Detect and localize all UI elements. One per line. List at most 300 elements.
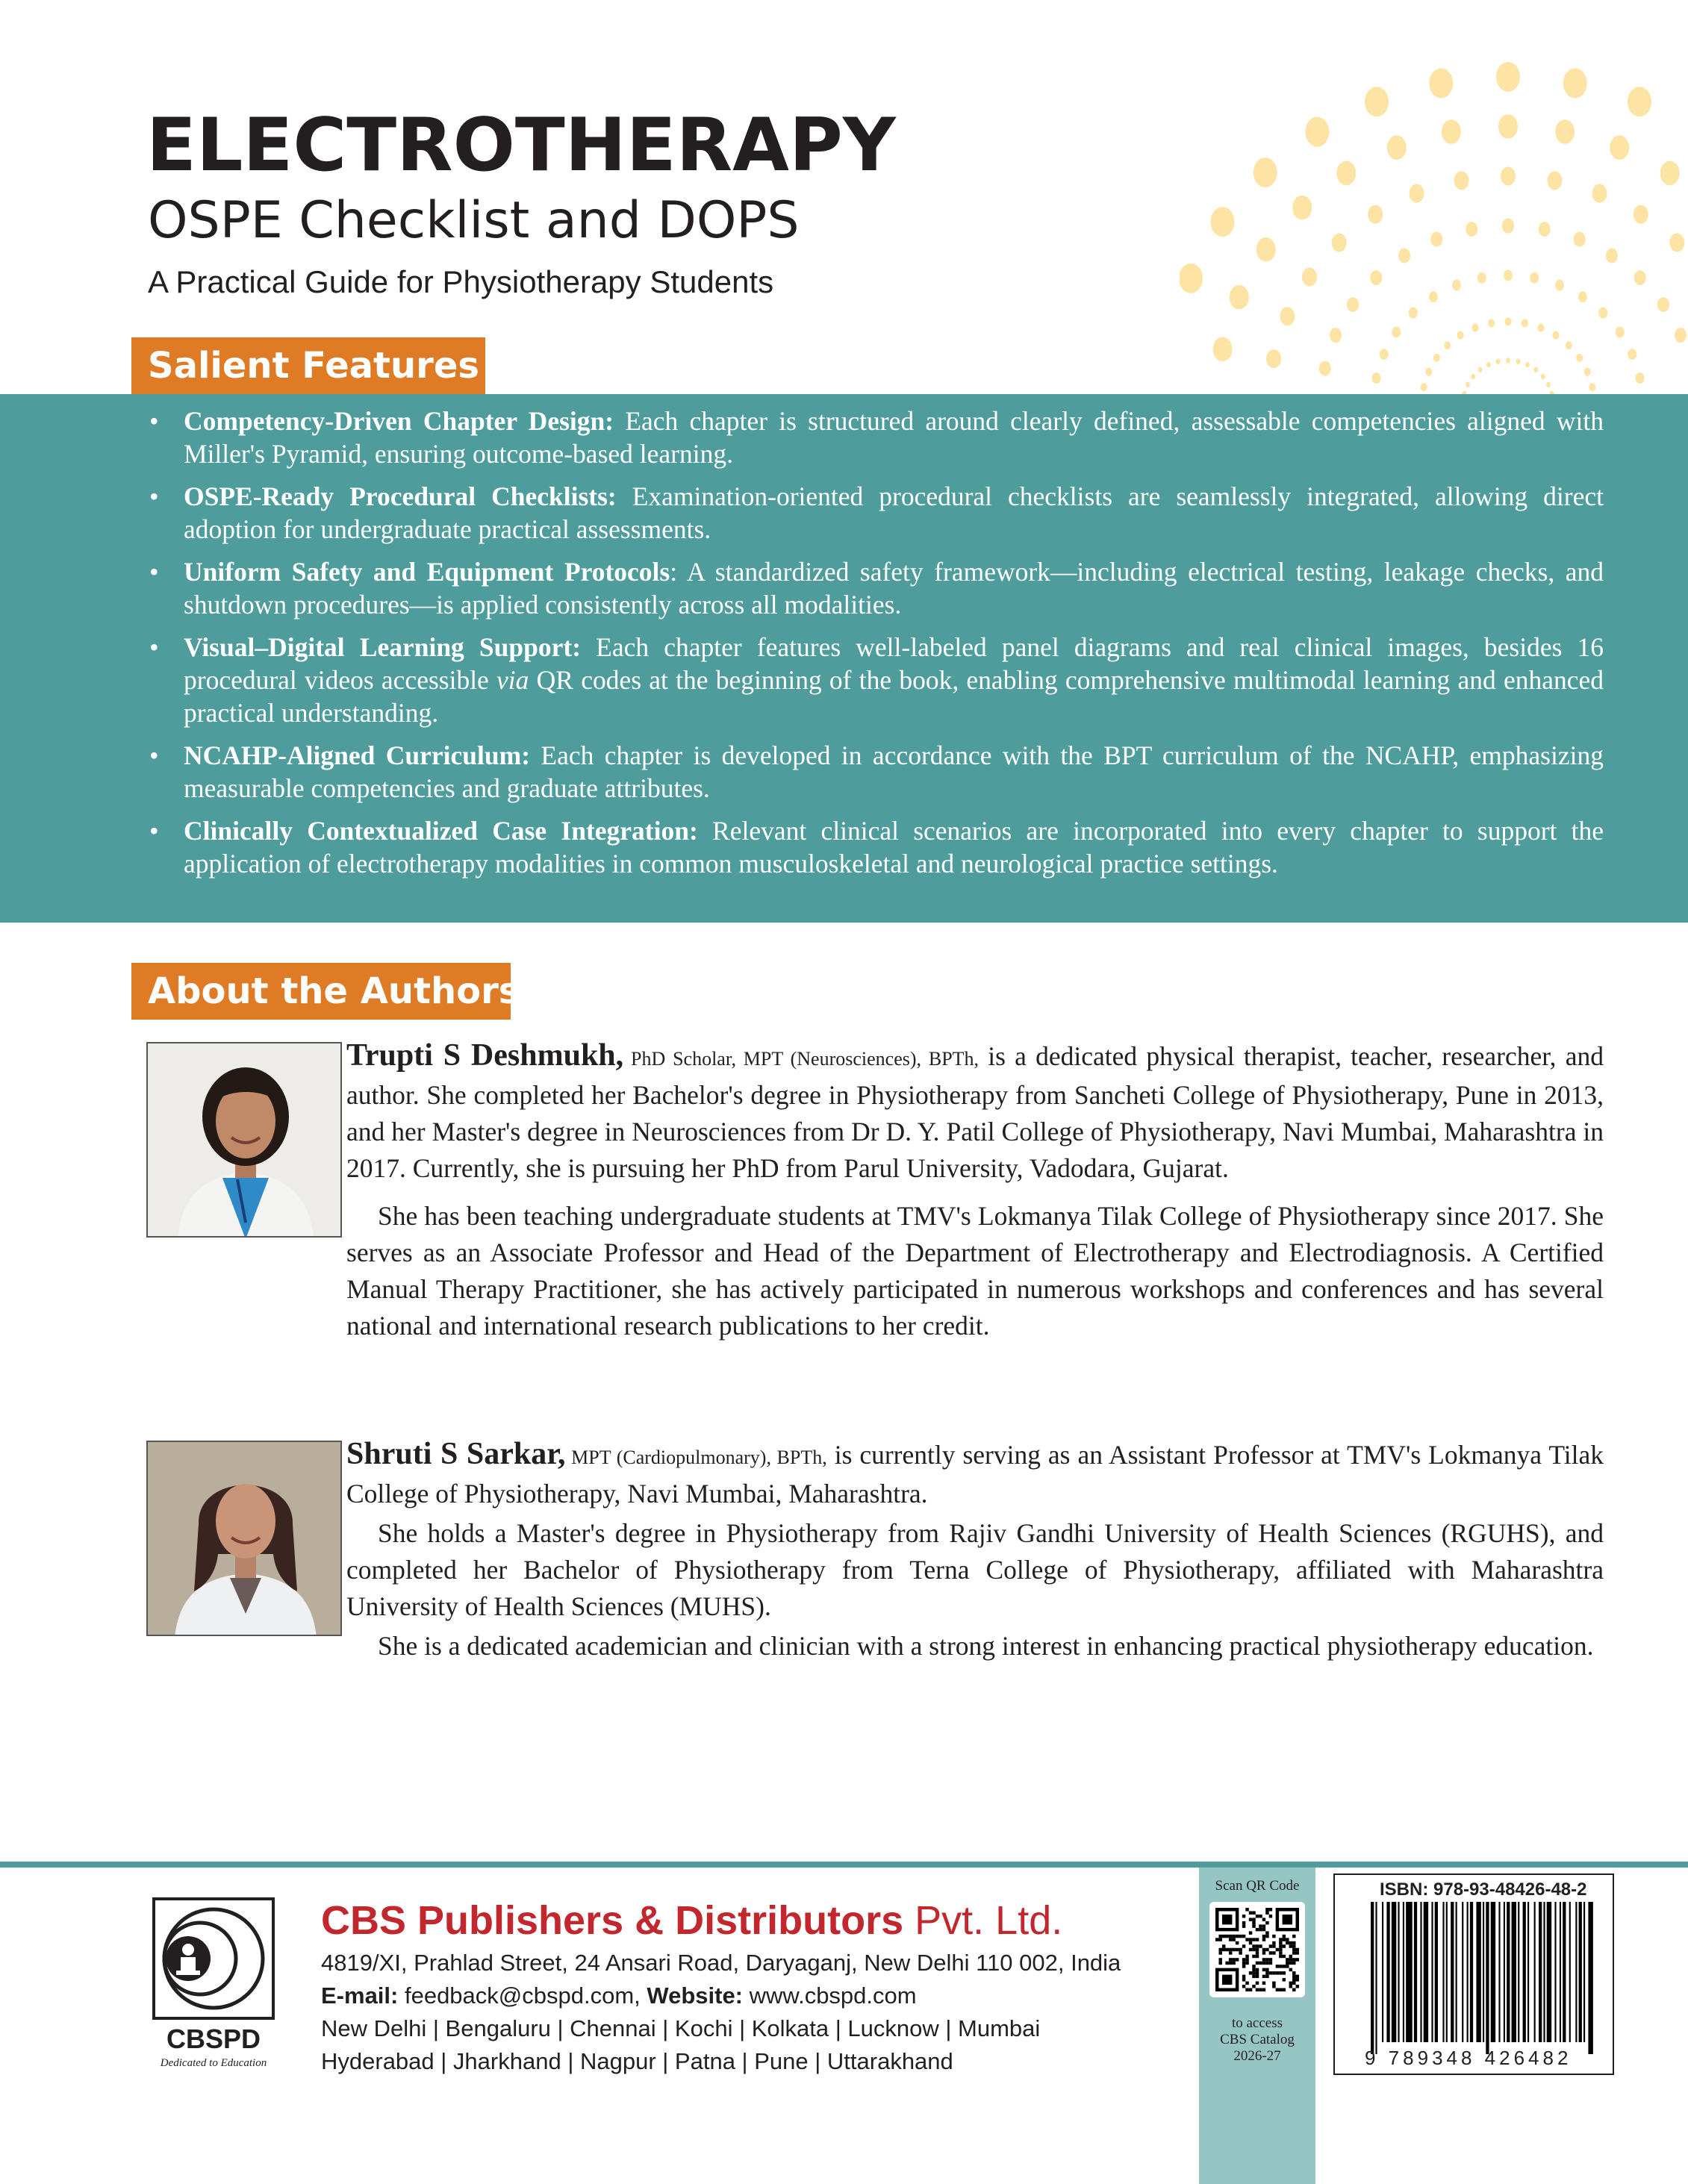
- qr-module: [1262, 1958, 1265, 1961]
- qr-module: [1283, 1965, 1286, 1968]
- decorative-dot: [1392, 327, 1401, 338]
- barcode-bar: [1523, 1902, 1526, 2042]
- qr-module: [1259, 1928, 1262, 1931]
- qr-module: [1283, 1978, 1286, 1981]
- decorative-dot: [1660, 161, 1680, 186]
- publisher-name-suffix: Pvt. Ltd.: [903, 1898, 1063, 1943]
- qr-module: [1259, 1944, 1262, 1947]
- author-paragraph: She has been teaching undergraduate students at TMV's Lokmanya Tilak College of Physiotherapy since 2017. She serves as an Associate Professor and Head of the Department of Electrotherapy and Electrodiagnosis. A Certified Manual Therapy Practitioner, she has actively participated in numerous workshops and conferences and has several national and international research publications to her credit.: [346, 1201, 1604, 1341]
- decorative-dot: [1433, 354, 1440, 362]
- barcode-bar: [1563, 1902, 1566, 2042]
- barcode-bar: [1431, 1902, 1433, 2042]
- qr-module: [1259, 1924, 1262, 1927]
- email-label: E-mail:: [321, 1982, 399, 2009]
- qr-module: [1232, 1962, 1235, 1965]
- feature-item: [149, 480, 1604, 546]
- qr-module: [1252, 1965, 1255, 1968]
- decorative-dot: [1634, 205, 1648, 224]
- decorative-dot: [1589, 383, 1595, 391]
- qr-module: [1256, 1971, 1259, 1974]
- qr-module: [1256, 1915, 1259, 1918]
- qr-module: [1252, 1971, 1255, 1974]
- qr-module: [1292, 1951, 1295, 1954]
- qr-module: [1262, 1938, 1265, 1941]
- feature-item: [149, 739, 1604, 805]
- decorative-dot: [1256, 237, 1276, 262]
- qr-module: [1225, 1935, 1228, 1938]
- qr-module: [1296, 1985, 1299, 1988]
- qr-module: [1272, 1941, 1275, 1944]
- qr-module: [1252, 1924, 1255, 1927]
- qr-module: [1249, 1948, 1252, 1951]
- qr-module: [1265, 1931, 1268, 1934]
- author-intro: is currently serving as an Assistant Professor at TMV's Lokmanya Tilak College of Physiotherapy, Navi Mumbai, Maharashtra.: [346, 1440, 1604, 1508]
- barcode-bar: [1451, 1902, 1454, 2042]
- feature-body: Examination-oriented procedural checklists are seamlessly integrated, allowing direct adoption for undergraduate practical assessments.: [184, 481, 1604, 544]
- barcode-digits: 9 789348 426482: [1365, 2047, 1572, 2069]
- barcode-bar: [1462, 1902, 1463, 2042]
- qr-module: [1286, 1941, 1289, 1944]
- qr-module: [1272, 1951, 1275, 1954]
- decorative-dot: [1516, 359, 1520, 365]
- qr-module: [1262, 1951, 1265, 1954]
- qr-module: [1279, 1948, 1282, 1951]
- feature-head: Uniform Safety and Equipment Protocols: [184, 557, 670, 587]
- qr-module: [1292, 1941, 1295, 1944]
- barcode-bar: [1512, 1902, 1516, 2042]
- feature-head: OSPE-Ready Procedural Checklists:: [184, 481, 617, 511]
- decorative-dot: [1332, 234, 1347, 252]
- qr-module: [1292, 1971, 1295, 1974]
- logo-tagline: Dedicated to Education: [160, 2057, 267, 2069]
- decorative-dot: [1253, 157, 1277, 187]
- qr-module: [1279, 1944, 1282, 1947]
- qr-module: [1269, 1951, 1272, 1954]
- decorative-dot: [1370, 270, 1382, 285]
- feature-body: Each chapter is structured around clearly defined, assessable competencies aligned with Miller's Pyramid, ensuring outcome-based learning.: [184, 406, 1604, 469]
- qr-module: [1265, 1968, 1268, 1971]
- barcode-bar: [1442, 1902, 1444, 2042]
- feature-head: NCAHP-Aligned Curriculum:: [184, 740, 531, 770]
- qr-module: [1286, 1958, 1289, 1961]
- qr-module: [1249, 1931, 1252, 1934]
- decorative-dot: [1452, 280, 1461, 291]
- author-bio-shruti: [346, 1436, 1604, 1664]
- qr-module: [1249, 1911, 1252, 1914]
- qr-module: [1289, 1955, 1292, 1958]
- qr-module: [1245, 1988, 1248, 1991]
- author-intro: is a dedicated physical therapist, teacher, researcher, and author. She completed her Bachelor's degree in Physiotherapy from Sancheti College of Physiotherapy, Pune in 2013, and her Master's degree in Neurosciences from Dr D. Y. Patil College of Physiotherapy, Navi Mumbai, Maharashtra in 2017. Currently, she is pursuing her PhD from Parul University, Vadodara, Gujarat.: [346, 1041, 1604, 1183]
- decorative-dot: [1502, 219, 1514, 234]
- decorative-dot: [1563, 68, 1587, 98]
- qr-module: [1265, 1908, 1268, 1911]
- decorative-dot-arcs: [1180, 30, 1688, 403]
- barcode-bar: [1371, 1902, 1374, 2054]
- qr-module: [1262, 1988, 1265, 1991]
- qr-module: [1269, 1944, 1272, 1947]
- publisher-name: [321, 1897, 1062, 1944]
- qr-module: [1218, 1948, 1221, 1951]
- qr-module: [1252, 1921, 1255, 1924]
- book-subtitle: OSPE Checklist and DOPS: [148, 191, 800, 250]
- barcode-bar: [1392, 1902, 1396, 2042]
- qr-module: [1262, 1968, 1265, 1971]
- barcode-bar: [1382, 1902, 1383, 2042]
- qr-module: [1296, 1958, 1299, 1961]
- qr-module: [1222, 1915, 1232, 1924]
- qr-module: [1262, 1948, 1265, 1951]
- decorative-dot: [1380, 349, 1389, 360]
- authors-heading: About the Authors: [131, 963, 511, 1020]
- decorative-dot: [1477, 272, 1486, 284]
- qr-module: [1279, 1965, 1282, 1968]
- decorative-dot: [1387, 135, 1407, 160]
- qr-module: [1265, 1948, 1268, 1951]
- book-title: ELECTROTHERAPY: [146, 103, 896, 188]
- decorative-dot: [1365, 87, 1389, 116]
- decorative-dot: [1496, 359, 1501, 365]
- qr-module: [1245, 1982, 1248, 1985]
- qr-module: [1218, 1962, 1221, 1965]
- feature-body: Each chapter is developed in accordance with the BPT curriculum of the NCAHP, emphasizing measurable competencies and graduate attributes.: [184, 740, 1604, 803]
- qr-module: [1252, 1938, 1255, 1941]
- barcode-bar: [1527, 1902, 1529, 2042]
- qr-module: [1262, 1982, 1265, 1985]
- barcode-bar: [1534, 1902, 1536, 2042]
- qr-module: [1256, 1968, 1259, 1971]
- decorative-dot: [1302, 268, 1317, 287]
- qr-module: [1289, 1962, 1292, 1965]
- qr-module: [1272, 1935, 1275, 1938]
- author-photo-trupti: [146, 1042, 342, 1238]
- author-bio-trupti: [346, 1038, 1604, 1344]
- decorative-dot: [1213, 337, 1233, 361]
- decorative-dot: [1657, 297, 1669, 312]
- decorative-dot: [1506, 358, 1510, 364]
- decorative-dot: [1409, 308, 1418, 319]
- qr-module: [1236, 1941, 1239, 1944]
- feature-item: [149, 814, 1604, 880]
- qr-module: [1286, 1938, 1289, 1941]
- author-name: Trupti S Deshmukh,: [346, 1038, 624, 1073]
- footer-divider: [0, 1862, 1688, 1868]
- qr-module: [1245, 1908, 1248, 1911]
- qr-module: [1296, 1975, 1299, 1978]
- publisher-name-bold: CBS Publishers & Distributors: [321, 1898, 904, 1943]
- decorative-dot: [1592, 184, 1607, 203]
- decorative-dot: [1576, 354, 1583, 362]
- qr-caption-line-1: to access: [1231, 2015, 1283, 2031]
- decorative-dot: [1180, 263, 1203, 293]
- qr-module: [1222, 1948, 1225, 1951]
- qr-module: [1292, 1962, 1295, 1965]
- decorative-dot: [1525, 362, 1530, 368]
- feature-head: Clinically Contextualized Case Integration:: [184, 816, 698, 846]
- logo-text: CBSPD: [166, 2024, 261, 2054]
- feature-head: Visual–Digital Learning Support:: [184, 632, 582, 662]
- qr-module: [1265, 1911, 1268, 1914]
- barcode-bar: [1486, 1902, 1489, 2054]
- feature-body: Relevant clinical scenarios are incorporated into every chapter to support the application of electrotherapy modalities in common musculoskeletal and neurological practice settings.: [184, 816, 1604, 879]
- barcode-bar: [1579, 1902, 1582, 2042]
- decorative-dot: [1478, 367, 1483, 373]
- qr-module: [1256, 1988, 1259, 1991]
- qr-module: [1262, 1975, 1265, 1978]
- qr-module: [1242, 1965, 1245, 1968]
- qr-module: [1225, 1962, 1228, 1965]
- qr-module: [1269, 1962, 1272, 1965]
- qr-module: [1262, 1924, 1265, 1927]
- decorative-dot: [1634, 270, 1646, 285]
- qr-module: [1242, 1944, 1245, 1947]
- qr-module: [1272, 1944, 1275, 1947]
- qr-module: [1225, 1948, 1228, 1951]
- decorative-dot: [1442, 119, 1461, 144]
- qr-module: [1218, 1958, 1221, 1961]
- barcode-bar: [1375, 1902, 1377, 2054]
- barcode-bar: [1476, 1902, 1480, 2042]
- qr-module: [1252, 1955, 1255, 1958]
- qr-module: [1279, 1988, 1282, 1991]
- qr-module: [1283, 1988, 1286, 1991]
- qr-module: [1262, 1935, 1265, 1938]
- decorative-dot: [1610, 135, 1629, 160]
- decorative-dot: [1628, 87, 1651, 116]
- qr-module: [1289, 1968, 1292, 1971]
- publisher-address: 4819/XI, Prahlad Street, 24 Ansari Road, Daryaganj, New Delhi 110 002, India: [321, 1950, 1121, 1976]
- qr-module: [1249, 1938, 1252, 1941]
- qr-module: [1276, 1988, 1279, 1991]
- barcode-bar: [1518, 1902, 1519, 2042]
- qr-module: [1245, 1938, 1248, 1941]
- qr-module: [1229, 1938, 1232, 1941]
- barcode-bar: [1456, 1902, 1457, 2042]
- qr-module: [1252, 1975, 1255, 1978]
- website-label: Website:: [647, 1982, 744, 2009]
- barcode-bar: [1583, 1902, 1585, 2042]
- qr-module: [1256, 1982, 1259, 1985]
- qr-module: [1252, 1985, 1255, 1988]
- qr-module: [1269, 1908, 1272, 1911]
- qr-module: [1222, 1935, 1225, 1938]
- isbn-label: ISBN: 978-93-48426-48-2: [1380, 1879, 1587, 1900]
- qr-module: [1232, 1948, 1235, 1951]
- qr-module: [1222, 1975, 1232, 1985]
- qr-module: [1242, 1962, 1245, 1965]
- author-qualifications: MPT (Cardiopulmonary), BPTh,: [565, 1447, 827, 1468]
- qr-module: [1283, 1935, 1286, 1938]
- decorative-dot: [1466, 382, 1470, 388]
- qr-module: [1262, 1962, 1265, 1965]
- qr-module: [1256, 1938, 1259, 1941]
- decorative-dot: [1533, 367, 1538, 373]
- decorative-dot: [1466, 222, 1477, 237]
- qr-module: [1289, 1982, 1292, 1985]
- decorative-dot: [1211, 207, 1235, 237]
- decorative-dot: [1547, 171, 1562, 190]
- qr-module: [1265, 1935, 1268, 1938]
- qr-module: [1218, 1938, 1221, 1941]
- qr-module: [1279, 1971, 1282, 1974]
- qr-module: [1256, 1948, 1259, 1951]
- decorative-dot: [1330, 328, 1342, 343]
- qr-module: [1269, 1915, 1272, 1918]
- barcode-bar: [1424, 1902, 1428, 2042]
- qr-module: [1292, 1975, 1295, 1978]
- qr-module: [1283, 1915, 1292, 1924]
- decorative-dot: [1616, 327, 1625, 338]
- decorative-dot: [1429, 68, 1453, 98]
- qr-module: [1292, 1982, 1295, 1985]
- feature-body: : A standardized safety framework—including electrical testing, leakage checks, and shutdown procedures—is applied consistently across all modalities.: [184, 557, 1604, 620]
- barcode-bar: [1588, 1902, 1592, 2054]
- feature-list: [149, 405, 1604, 890]
- decorative-dot: [1368, 205, 1383, 224]
- qr-module: [1229, 1958, 1232, 1961]
- feature-body: Each chapter features well-labeled panel diagrams and real clinical images, besides 16 procedural videos accessible: [184, 632, 1604, 695]
- qr-module: [1283, 1938, 1286, 1941]
- qr-module: [1265, 1962, 1268, 1965]
- qr-module: [1218, 1951, 1221, 1954]
- author-qualifications: PhD Scholar, MPT (Neurosciences), BPTh,: [623, 1048, 980, 1070]
- qr-module: [1289, 1958, 1292, 1961]
- qr-module: [1239, 1935, 1242, 1938]
- qr-module: [1256, 1928, 1259, 1931]
- qr-module: [1272, 1985, 1275, 1988]
- decorative-dot: [1280, 307, 1295, 325]
- book-tagline: A Practical Guide for Physiotherapy Students: [148, 264, 774, 299]
- feature-item: [149, 631, 1604, 729]
- decorative-dot: [1606, 249, 1618, 263]
- qr-module: [1229, 1962, 1232, 1965]
- qr-module: [1252, 1948, 1255, 1951]
- barcode-bar: [1539, 1902, 1542, 2042]
- barcode-bar: [1467, 1902, 1469, 2042]
- cbspd-logo: [152, 1897, 275, 2071]
- decorative-dot: [1598, 308, 1607, 319]
- qr-caption-line-3: 2026-27: [1233, 2048, 1281, 2064]
- decorative-dot: [1454, 171, 1469, 190]
- barcode-bar: [1483, 1902, 1484, 2042]
- barcode-bar: [1406, 1902, 1413, 2042]
- qr-module: [1262, 1918, 1265, 1921]
- author-portrait-illustration: [148, 1442, 342, 1636]
- qr-module: [1289, 1985, 1292, 1988]
- qr-module: [1289, 1944, 1292, 1947]
- decorative-dot: [1372, 372, 1381, 384]
- decorative-dot: [1498, 114, 1518, 139]
- decorative-dot: [1398, 249, 1410, 263]
- author-name: Shruti S Sarkar,: [346, 1437, 566, 1471]
- qr-module: [1276, 1965, 1279, 1968]
- qr-module: [1276, 1971, 1279, 1974]
- qr-module: [1265, 1921, 1268, 1924]
- qr-module: [1252, 1968, 1255, 1971]
- qr-module: [1252, 1918, 1255, 1921]
- qr-module: [1292, 1978, 1295, 1981]
- decorative-dot: [1669, 234, 1684, 252]
- decorative-dot: [1546, 382, 1551, 388]
- qr-module: [1242, 1921, 1245, 1924]
- barcode-bar: [1547, 1902, 1551, 2042]
- qr-module: [1232, 1958, 1235, 1961]
- qr-module: [1245, 1958, 1248, 1961]
- feature-head: Competency-Driven Chapter Design:: [184, 406, 614, 436]
- decorative-dot: [1444, 341, 1451, 349]
- website-value[interactable]: www.cbspd.com: [743, 1982, 917, 2009]
- qr-module: [1283, 1955, 1286, 1958]
- barcode-bar: [1403, 1902, 1404, 2042]
- decorative-dot: [1566, 341, 1572, 349]
- qr-module: [1215, 1938, 1218, 1941]
- qr-module: [1242, 1915, 1245, 1918]
- qr-module: [1279, 1951, 1282, 1954]
- qr-module: [1239, 1948, 1242, 1951]
- decorative-dot: [1496, 62, 1520, 92]
- qr-module: [1292, 1958, 1295, 1961]
- decorative-dot: [1230, 285, 1249, 310]
- qr-module: [1269, 1971, 1272, 1974]
- publisher-contact: [321, 1982, 917, 2009]
- decorative-dot: [1574, 232, 1586, 247]
- decorative-dot: [1430, 232, 1442, 247]
- decorative-dot: [1555, 119, 1575, 144]
- qr-module: [1232, 1938, 1235, 1941]
- decorative-dot: [1578, 291, 1587, 302]
- barcode-bar: [1491, 1902, 1495, 2042]
- qr-code[interactable]: [1209, 1902, 1305, 1997]
- author-paragraph: She holds a Master's degree in Physiotherapy from Rajiv Gandhi University of Health Sciences (RGUHS), and completed her Bachelor of Physiotherapy from Terna College of Physiotherapy, affiliated with Maharashtra University of Health Sciences (MUHS).: [346, 1518, 1604, 1621]
- decorative-dot: [1505, 317, 1512, 325]
- qr-module: [1296, 1948, 1299, 1951]
- qr-module: [1292, 1944, 1295, 1947]
- decorative-dot: [1530, 272, 1539, 284]
- decorative-dot: [1347, 297, 1359, 312]
- decorative-dot: [1555, 280, 1564, 291]
- barcode-bar: [1543, 1902, 1545, 2042]
- qr-module: [1259, 1915, 1262, 1918]
- decorative-dot: [1636, 372, 1645, 384]
- barcode-bar: [1498, 1902, 1500, 2042]
- qr-module: [1249, 1971, 1252, 1974]
- qr-module: [1259, 1988, 1262, 1991]
- qr-module: [1296, 1978, 1299, 1981]
- qr-module: [1242, 1985, 1245, 1988]
- decorative-dot: [1552, 331, 1559, 340]
- qr-module: [1256, 1944, 1259, 1947]
- barcode-bar: [1507, 1902, 1510, 2042]
- feature-body-emphasis: via: [496, 665, 529, 695]
- qr-module: [1245, 1962, 1248, 1965]
- barcode-bar: [1398, 1902, 1399, 2042]
- qr-module: [1222, 1944, 1225, 1947]
- barcode-bar: [1504, 1902, 1505, 2042]
- barcode-bar: [1560, 1902, 1561, 2042]
- qr-module: [1229, 1948, 1232, 1951]
- qr-code-icon: [1215, 1908, 1299, 1991]
- email-value[interactable]: feedback@cbspd.com,: [398, 1982, 647, 2009]
- decorative-dot: [1421, 383, 1427, 391]
- qr-module: [1229, 1935, 1232, 1938]
- qr-module: [1279, 1938, 1282, 1941]
- barcode-bar: [1420, 1902, 1421, 2042]
- decorative-dot: [1522, 319, 1528, 327]
- decorative-dot: [1266, 349, 1281, 368]
- qr-module: [1292, 1935, 1295, 1938]
- qr-module: [1256, 1951, 1259, 1954]
- qr-module: [1236, 1935, 1239, 1938]
- author-portrait-illustration: [148, 1043, 342, 1238]
